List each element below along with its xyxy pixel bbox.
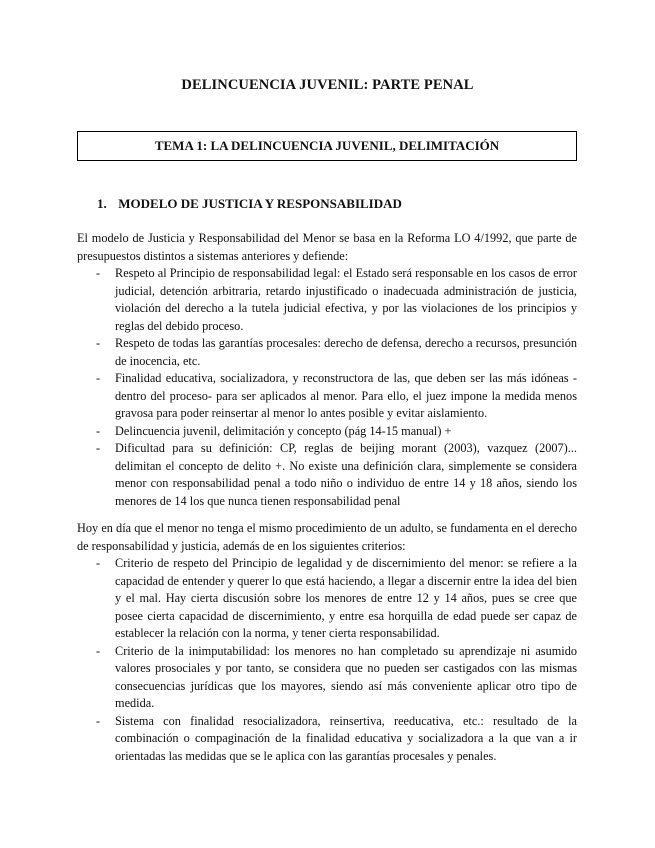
list-item-text: Sistema con finalidad resocializadora, reinsertiva, reeducativa, etc.: resultado de la combinación o compaginación de la finalidad educativa y socializadora a la que van a ir orientadas las medidas que se le aplica con las garantías procesales y penales. (115, 713, 577, 763)
section-number: 1. (97, 196, 107, 211)
principles-list (77, 265, 577, 510)
list-item-text: Criterio de la inimputabilidad: los menores no han completado su aprendizaje ni asumido valores prosociales y por tanto, se considera que no pueden ser castigados con las mismas consecuencias jurídicas que los mayores, siendo así más conveniente aplicar otro tipo de medida. (115, 643, 577, 710)
document-title: DELINCUENCIA JUVENIL: PARTE PENAL (181, 77, 474, 93)
bullet-dash: - (96, 336, 101, 350)
list-item-text: Finalidad educativa, socializadora, y reconstructora de las, que deben ser las más idóneas -dentro del proceso- para ser aplicados al menor. Para ello, el juez impone la medida menos gravosa para poder reinsertar al menor lo antes posible y evitar aislamiento. (115, 371, 577, 420)
list-item (77, 713, 577, 766)
bullet-dash: - (96, 556, 101, 570)
bullet-dash: - (96, 643, 101, 658)
tema-heading-box: TEMA 1: LA DELINCUENCIA JUVENIL, DELIMITACIÓN (77, 131, 577, 161)
list-item (77, 423, 577, 441)
section-heading (97, 196, 402, 212)
list-item-text: Dificultad para su definición: CP, reglas de beijing morant (2003), vazquez (2007)... delimitan el concepto de delito +. No existe una definición clara, simplemente se considera menor con responsabilidad penal a todo niño o individuo de entre 14 y 18 años, siendo los menores de 14 los que nunca tienen responsabilidad penal (115, 441, 577, 508)
list-item-text: Respeto de todas las garantías procesales: derecho de defensa, derecho a recursos, presunción de inocencia, etc. (115, 336, 577, 368)
bullet-dash: - (96, 441, 101, 455)
bullet-dash: - (96, 423, 101, 438)
criteria-list (77, 555, 577, 765)
section-heading-text: MODELO DE JUSTICIA Y RESPONSABILIDAD (118, 196, 402, 211)
list-item (77, 370, 577, 423)
list-item (77, 335, 577, 370)
bullet-dash: - (96, 713, 101, 728)
bullet-dash: - (96, 371, 101, 385)
list-item-text: Respeto al Principio de responsabilidad legal: el Estado será responsable en los casos de error judicial, detención arbitraria, retardo injustificado o inadecuada administración de justicia, violación del derecho a la tutela judicial efectiva, y por las violaciones de los principios y reglas del debido proceso. (115, 266, 577, 333)
list-item-text: Criterio de respeto del Principio de legalidad y de discernimiento del menor: se refiere a la capacidad de entender y querer lo que está haciendo, a llegar a discernir entre la idea del bien y el mal. Hay cierta discusión sobre los menores de entre 12 y 14 años, pues se cree que posee cierta capacidad de discernimiento, y entre esa horquilla de edad puede ser capaz de establecer la relación con la norma, y tener cierta responsabilidad. (115, 556, 577, 640)
list-item (77, 440, 577, 510)
criteria-paragraph: Hoy en día que el menor no tenga el mismo procedimiento de un adulto, se fundamenta en el derecho de responsabilidad y justicia, además de en los siguientes criterios: (77, 521, 577, 553)
list-item-text: Delincuencia juvenil, delimitación y concepto (pág 14-15 manual) + (115, 423, 452, 438)
list-item (77, 265, 577, 335)
intro-paragraph: El modelo de Justicia y Responsabilidad del Menor se basa en la Reforma LO 4/1992, que parte de presupuestos distintos a sistemas anteriores y defiende: (77, 231, 577, 263)
bullet-dash: - (96, 266, 101, 280)
list-item (77, 555, 577, 643)
list-item (77, 643, 577, 713)
